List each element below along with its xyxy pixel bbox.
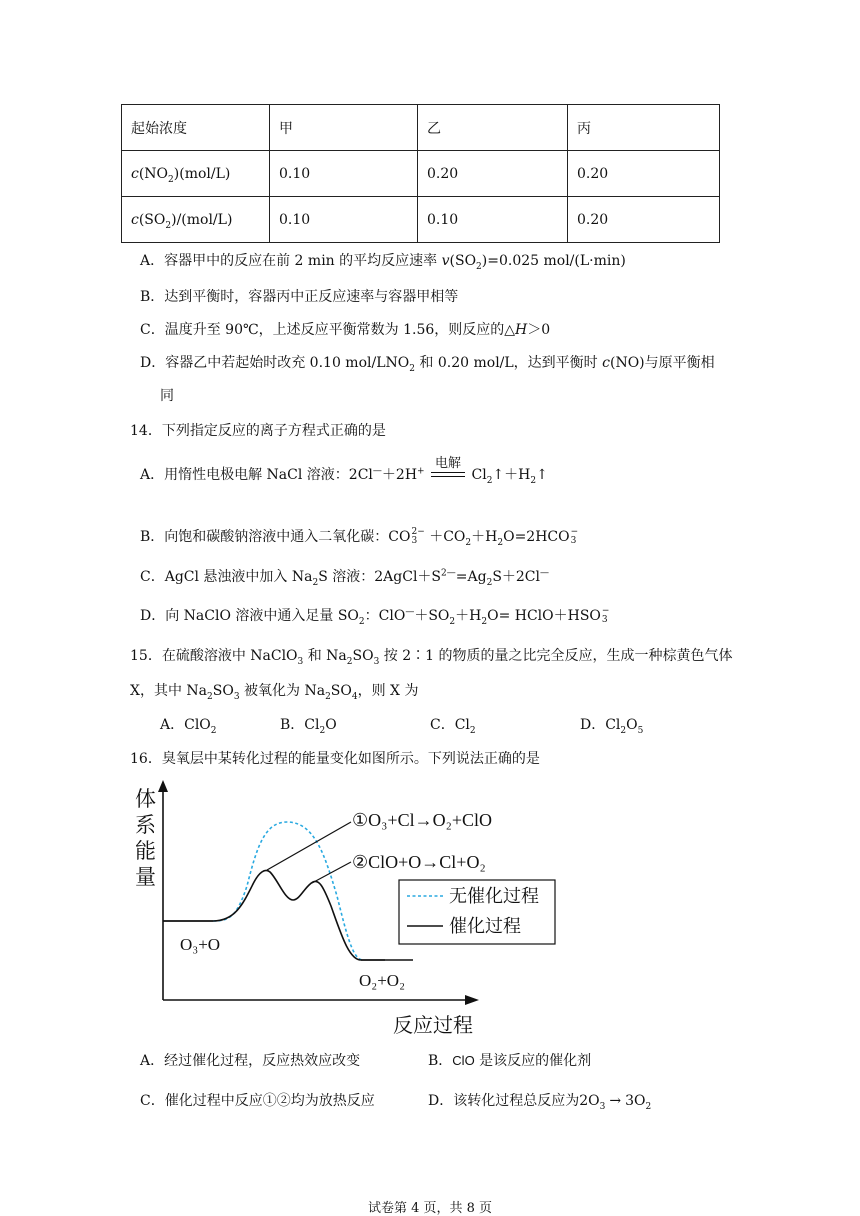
q15-option-b: B．$Cl_2O$ [280,717,337,736]
legend-uncatalyzed: 无催化过程 [449,886,539,906]
table-cell: 0.10 [418,197,568,243]
reactant-label: O₃+O [180,935,221,954]
q16-stem: 16．臭氧层中某转化过程的能量变化如图所示。下列说法正确的是 [130,751,540,767]
table-header-cell: 乙 [418,105,568,151]
legend-catalyzed: 催化过程 [449,916,521,936]
energy-diagram [125,776,565,1046]
table-header-cell: 起始浓度 [122,105,270,151]
q13-option-a: A．容器甲中的反应在前 2 min 的平均反应速率 $v(SO_2)=0.025$ mol/(L·min) [140,253,626,272]
q13-option-b: B．达到平衡时，容器丙中正反应速率与容器甲相等 [140,289,459,305]
q15-option-a: A．ClO$_2$ [160,717,217,736]
y-axis-label-char: 量 [135,865,156,889]
q16-option-a: A．经过催化过程，反应热效应改变 [140,1053,361,1069]
legend [399,880,555,944]
table-cell: 0.20 [418,151,568,197]
step2-pointer [312,862,351,883]
page-footer: 试卷第 4 页，共 8 页 [367,1201,493,1216]
q15-option-c: C．$Cl_2$ [430,717,476,736]
table-row [122,105,720,151]
y-axis-label-char: 体 [135,787,156,811]
step1-label: ①O₃+Cl→O₂+ClO [352,810,493,830]
q13-option-d: D．容器乙中若起始时改充 0.10 mol/$LNO_2$ 和 0.20 mol/L，达到平衡时 c(NO)与原平衡相 [140,355,715,374]
table-cell: 0.20 [568,151,720,197]
y-axis-label-char: 能 [135,839,156,863]
q16-option-d: D．该转化过程总反应为$2O_3 \to 3O_2$ [428,1093,652,1112]
electrolysis-condition: 电解 [431,457,465,477]
uncatalyzed-curve [213,822,363,960]
table-cell: 0.20 [568,197,720,243]
q14-option-c: C．AgCl 悬浊液中加入 $Na_2S$ 溶液：$2AgCl+S^{2—}=Ag_2S+2Cl^—$ [140,568,549,588]
table-cell: 0.10 [270,197,418,243]
q15-stem-line1: 15．在硫酸溶液中 NaClO$_3$ 和 $Na_2SO_3$ 按 2∶1 的物质的量之比完全反应，生成一种棕黄色气体 [130,648,733,667]
table-row-label: $c(NO_2)(mol/L)$ [122,151,270,197]
y-axis-label-char: 系 [135,813,156,837]
step2-label: ②ClO+O→Cl+O₂ [352,852,486,872]
concentration-table [121,104,720,243]
q14-option-d: D．向 NaClO 溶液中通入足量 $SO_2$：$ClO^—+SO_2+H_2O=$ HClO＋HSO − 3 [140,606,610,627]
q14-stem: 14．下列指定反应的离子方程式正确的是 [130,423,386,439]
product-label: O₂+O₂ [359,971,405,990]
q13-option-d-continued: 同 [160,388,174,404]
table-row [122,151,720,197]
x-axis-label: 反应过程 [393,1015,473,1037]
table-row [122,197,720,243]
q16-option-b: B．ClO 是该反应的催化剂 [428,1053,592,1069]
table-cell: 0.10 [270,151,418,197]
step1-pointer [267,822,351,870]
table-header-cell: 甲 [270,105,418,151]
q14-option-b: B．向饱和碳酸钠溶液中通入二氧化碳：CO 2− 3 $+CO_2+H_2O=2HCO$ − 3 [140,527,579,548]
table-header-cell: 丙 [568,105,720,151]
q15-option-d: D．$Cl_2O_5$ [580,717,644,736]
table-row-label: $c(SO_2)/(mol/L)$ [122,197,270,243]
q14-option-a: A．用惰性电极电解 NaCl 溶液：2Cl—＋2H+ 电解 $Cl_2↑+H_2↑$ [140,456,548,486]
q13-option-c: C．温度升至 90℃，上述反应平衡常数为 1.56，则反应的△H＞0 [140,322,551,338]
q16-option-c: C．催化过程中反应①②均为放热反应 [140,1093,375,1109]
q15-stem-line2: X，其中 $Na_2SO_3$ 被氧化为 $Na_2SO_4$，则 X 为 [130,683,419,702]
